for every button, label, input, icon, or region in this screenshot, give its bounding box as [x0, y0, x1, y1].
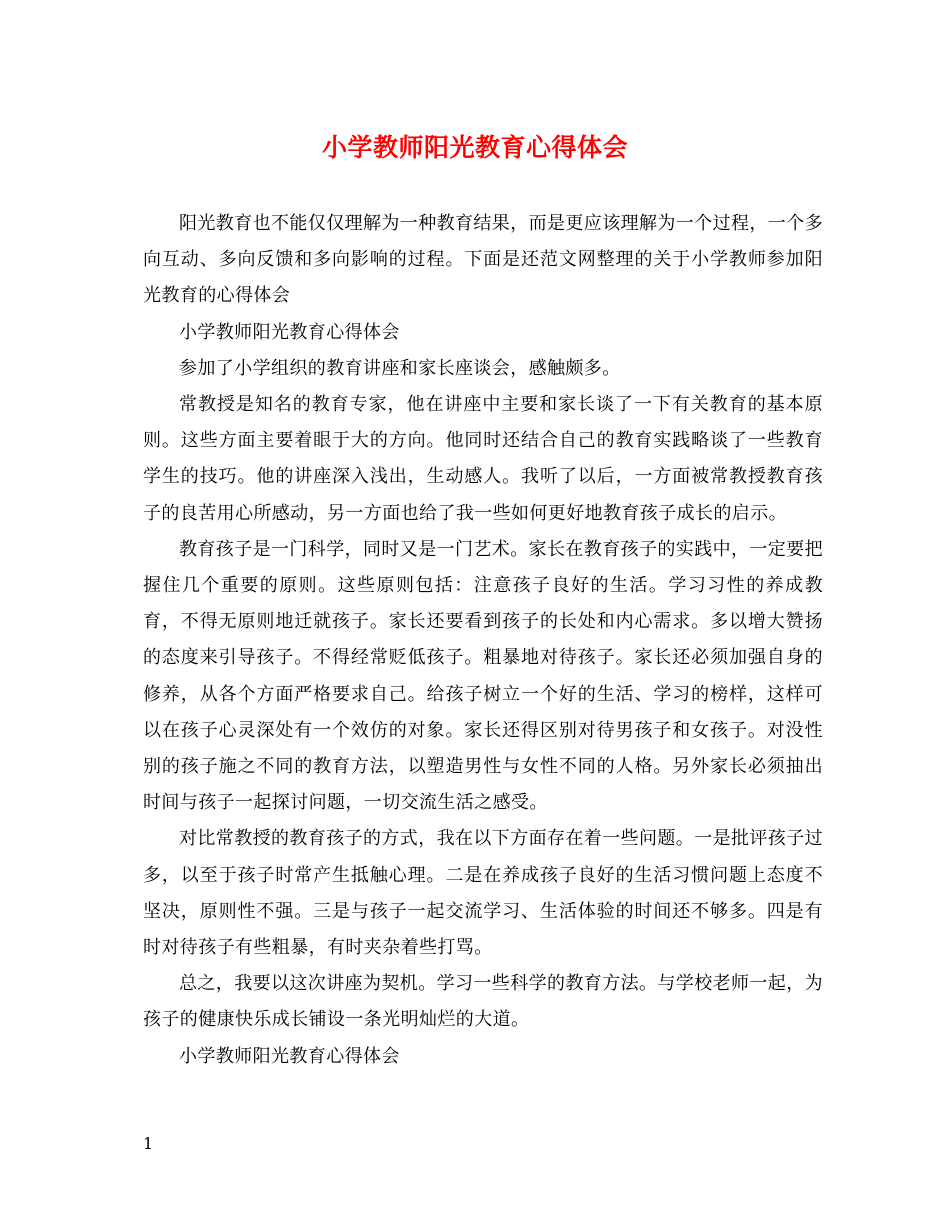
- document-body: [143, 206, 823, 1075]
- paragraph-principles: 教育孩子是一门科学，同时又是一门艺术。家长在教育孩子的实践中，一定要把握住几个重要的原则。这些原则包括：注意孩子良好的生活。学习习性的养成教育，不得无原则地迁就孩子。家长还要看到孩子的长处和内心需求。多以增大赞扬的态度来引导孩子。不得经常贬低孩子。粗暴地对待孩子。家长还必须加强自身的修养，从各个方面严格要求自己。给孩子树立一个好的生活、学习的榜样，这样可以在孩子心灵深处有一个效仿的对象。家长还得区别对待男孩子和女孩子。对没性别的孩子施之不同的教育方法，以塑造男性与女性不同的人格。另外家长必须抽出时间与孩子一起探讨问题，一切交流生活之感受。: [143, 538, 823, 814]
- paragraph-next-heading: 小学教师阳光教育心得体会: [179, 1045, 400, 1067]
- page-number: 1: [143, 1134, 154, 1153]
- paragraph-subtitle: 小学教师阳光教育心得体会: [179, 321, 400, 343]
- paragraph-intro: 阳光教育也不能仅仅理解为一种教育结果，而是更应该理解为一个过程，一个多向互动、多向反馈和多向影响的过程。下面是还范文网整理的关于小学教师参加阳光教育的心得体会: [143, 213, 823, 307]
- paragraph-problems: 对比常教授的教育孩子的方式，我在以下方面存在着一些问题。一是批评孩子过多，以至于孩子时常产生抵触心理。二是在养成孩子良好的生活习惯问题上态度不坚决，原则性不强。三是与孩子一起交流学习、生活体验的时间还不够多。四是有时对待孩子有些粗暴，有时夹杂着些打骂。: [143, 828, 823, 959]
- paragraph-attended: 参加了小学组织的教育讲座和家长座谈会，感触颇多。: [179, 357, 621, 379]
- document-title: 小学教师阳光教育心得体会: [321, 133, 628, 162]
- paragraph-conclusion: 总之，我要以这次讲座为契机。学习一些科学的教育方法。与学校老师一起，为孩子的健康快乐成长铺设一条光明灿烂的大道。: [143, 973, 823, 1031]
- paragraph-professor: 常教授是知名的教育专家，他在讲座中主要和家长谈了一下有关教育的基本原则。这些方面主要着眼于大的方向。他同时还结合自己的教育实践略谈了一些教育学生的技巧。他的讲座深入浅出，生动感人。我听了以后，一方面被常教授教育孩子的良苦用心所感动，另一方面也给了我一些如何更好地教育孩子成长的启示。: [143, 394, 823, 524]
